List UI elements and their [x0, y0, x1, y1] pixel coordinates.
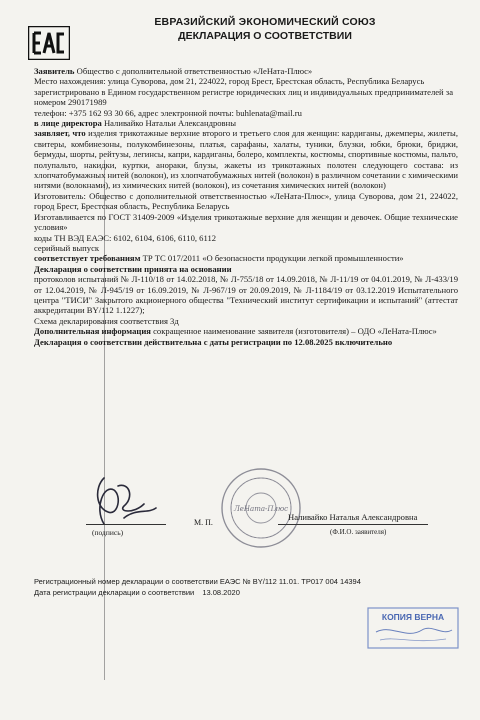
applicant-registration: зарегистрировано в Едином государственном регистре юридических лиц и индивидуальных предпринимателей за номером 290171989 [34, 86, 454, 108]
additional-text: сокращенное наименование заявителя (изготовителя) – ОДО «ЛеНата-Плюс» [150, 326, 437, 337]
declaration-body [34, 66, 458, 347]
signer-caption: (Ф.И.О. заявителя) [330, 528, 387, 536]
seal-place-label: М. П. [194, 518, 213, 527]
applicant-phone: телефон: +375 162 93 30 66, адрес электронной почты: buhlenata@mail.ru [34, 107, 302, 118]
registration-info [34, 576, 458, 598]
validity-text: Декларация о соответствии действительна с даты регистрации по 12.08.2025 включительно [34, 336, 393, 347]
declares-label: заявляет, что [34, 128, 86, 139]
header-union: ЕВРАЗИЙСКИЙ ЭКОНОМИЧЕСКИЙ СОЮЗ [154, 16, 376, 28]
conformity-paragraph [34, 253, 458, 263]
registration-date-row [34, 587, 458, 598]
declares-text: изделия трикотажные верхние второго и третьего слоя для женщин: кардиганы, джемперы, жилеты, свитеры, комбинезоны, полукомбинезоны, платья, сарафаны, халаты, туники, блузки, юбки, брюки, бриджи, бермуды, шорты, рейтузы, легинсы, капри, кардиганы, болеро, комплекты, костюмы, спортивные костюмы, пальто, полупальто, накидки, куртки, анораки, блузы, жакеты из трикотажных полотен следующего состава: из хлопчатобумажных нитей (волокон), из хлопчатобумажных нитей (волокон) в различном сочетании с химическими нитями (волокнами), из химических нитей (волокон), из сочетания химических нитей (волокон) [34, 128, 458, 191]
manufacturer-codes: коды ТН ВЭД ЕАЭС: 6102, 6104, 6106, 6110, 6112 [34, 232, 217, 243]
registration-number-value: ЕАЭС № BY/112 11.01. ТР017 004 14394 [219, 577, 361, 586]
applicant-value: Общество с дополнительной ответственностью «ЛеНата-Плюс» [74, 66, 313, 76]
basis-label: Декларация о соответствии принята на основании [34, 263, 232, 274]
eac-logo-icon [28, 26, 70, 60]
registration-date-label: Дата регистрации декларации о соответствии [34, 588, 195, 597]
registration-number-row [34, 576, 458, 587]
svg-text:КОПИЯ ВЕРНА: КОПИЯ ВЕРНА [381, 612, 445, 622]
registration-number-label: Регистрационный номер декларации о соответствии [34, 577, 218, 586]
applicant-label: Заявитель [34, 66, 75, 76]
manufacturer-series: серийный выпуск [34, 242, 100, 253]
signer-name: Наливайко Наталья Александровна [288, 512, 418, 522]
conformity-label: соответствует требованиям [34, 253, 141, 264]
manufacturer-standard: Изготавливается по ГОСТ 31409-2009 «Изделия трикотажные верхние для женщин и девочек. Общие технические условия» [34, 211, 458, 233]
signature-caption: (подпись) [92, 528, 124, 537]
person-label: в лице директора [34, 118, 102, 129]
copy-certified-stamp-icon [366, 606, 460, 650]
additional-paragraph [34, 326, 458, 336]
manufacturer-text: Изготовитель: Общество с дополнительной ответственностью «ЛеНата-Плюс», улица Суворова, дом 21, 224022, город Брест, Брестская область, Республика Беларусь [34, 190, 458, 212]
declares-paragraph [34, 128, 458, 190]
applicant-location: Место нахождения: улица Суворова, дом 21, 224022, город Брест, Брестская область, Республика Беларусь [34, 76, 425, 87]
signature-line [86, 524, 166, 525]
applicant-line [34, 66, 458, 76]
svg-text:ЛеНата-Плюс: ЛеНата-Плюс [233, 505, 289, 513]
person-name: Наливайко Натальи Александровны [101, 118, 236, 129]
header-title: ДЕКЛАРАЦИЯ О СООТВЕТСТВИИ [178, 30, 352, 42]
signature-area [34, 460, 458, 550]
registration-date-value: 13.08.2020 [202, 588, 240, 597]
applicant-person [34, 118, 458, 128]
company-seal-icon [219, 466, 303, 550]
conformity-text: ТР ТС 017/2011 «О безопасности продукции легкой промышленности» [140, 253, 404, 264]
basis-scheme: Схема декларирования соответствия 3д [34, 315, 179, 326]
additional-label: Дополнительная информация [34, 326, 151, 337]
signer-line [278, 524, 428, 525]
basis-text: протоколов испытаний № Л-110/18 от 14.02.2018, № Л-755/18 от 14.09.2018, № Л-11/19 от 04.01.2019, № Л-433/19 от 12.04.2019, № Л-945/19 от 16.09.2019, № Л-967/19 от 20.09.2019, № Л-1184/19 от 03.12.2019 Испытательного центра "ТИСИ" Закрытого акционерного общества "Технический институт сертификации и испытаний" (аттестат аккредитации BY/112 1.1227); [34, 274, 458, 316]
